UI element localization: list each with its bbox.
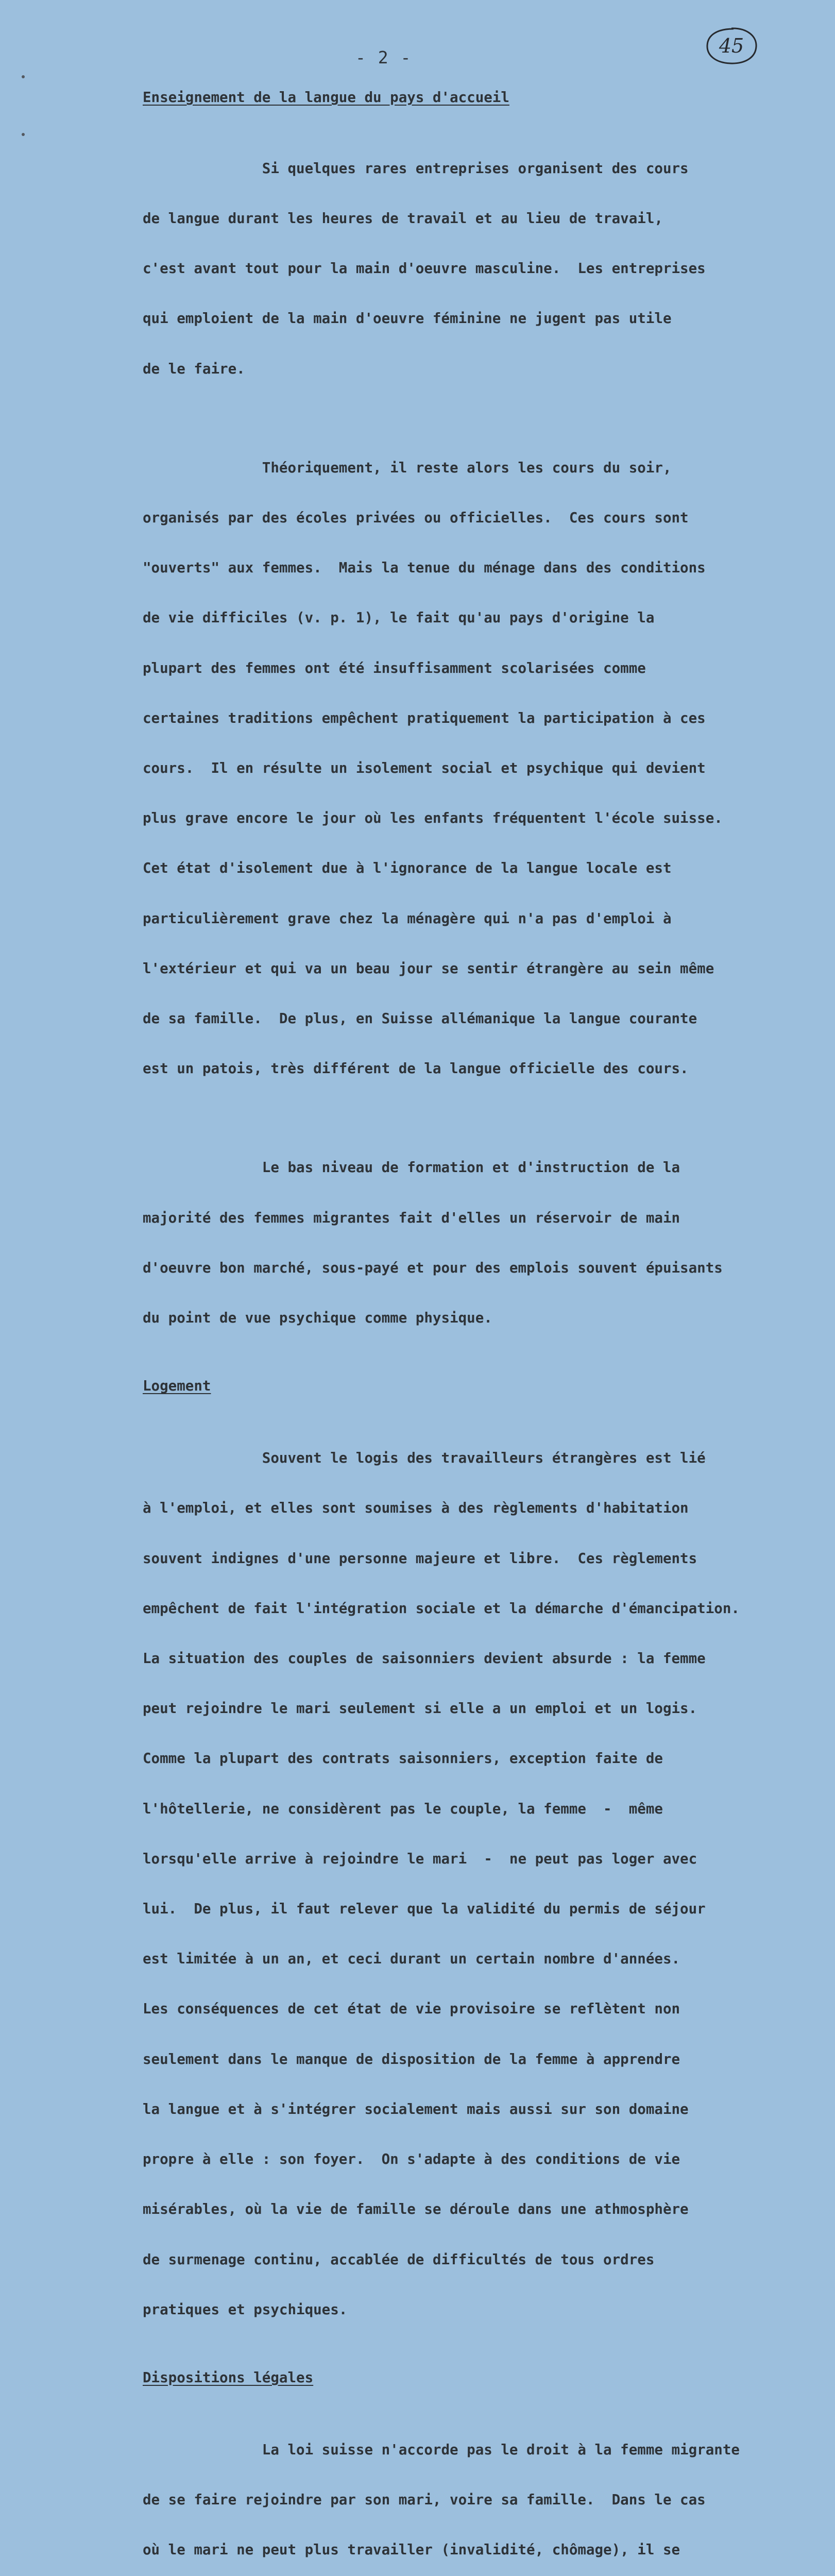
- text-line: seulement dans le manque de disposition de la femme à apprendre: [143, 2050, 680, 2067]
- folio-number: 45: [719, 35, 744, 57]
- text-line: peut rejoindre le mari seulement si elle a un emploi et un logis.: [143, 1700, 697, 1717]
- paragraph: [143, 127, 787, 411]
- section-heading-dispositions: Dispositions légales: [143, 2369, 314, 2386]
- text-line: est un patois, très différent de la langue officielle des cours.: [143, 1060, 689, 1077]
- text-line: lui. De plus, il faut relever que la validité du permis de séjour: [143, 1901, 706, 1918]
- text-line: Le bas niveau de formation et d'instruction de la: [143, 1159, 680, 1176]
- text-line: du point de vue psychique comme physique.: [143, 1310, 492, 1327]
- text-line: misérables, où la vie de famille se déroule dans une athmosphère: [143, 2201, 689, 2218]
- text-line: Souvent le logis des travailleurs étrangères est lié: [143, 1450, 706, 1467]
- text-line: cours. Il en résulte un isolement social et psychique qui devient: [143, 760, 706, 777]
- text-line: empêchent de fait l'intégration sociale et la démarche d'émancipation.: [143, 1600, 740, 1617]
- text-line: plupart des femmes ont été insuffisamment scolarisées comme: [143, 659, 646, 676]
- text-line: de vie difficiles (v. p. 1), le fait qu'au pays d'origine la: [143, 609, 655, 626]
- text-line: de le faire.: [143, 360, 245, 377]
- text-line: particulièrement grave chez la ménagère qui n'a pas d'emploi à: [143, 910, 672, 927]
- text-line: de sa famille. De plus, en Suisse allémanique la langue courante: [143, 1010, 697, 1027]
- text-line: la langue et à s'intégrer socialement mais aussi sur son domaine: [143, 2100, 689, 2117]
- text-line: majorité des femmes migrantes fait d'elles un réservoir de main: [143, 1209, 680, 1226]
- text-line: à l'emploi, et elles sont soumises à des règlements d'habitation: [143, 1500, 689, 1517]
- text-line: La situation des couples de saisonniers devient absurde : la femme: [143, 1650, 706, 1667]
- paragraph: [143, 1416, 787, 2351]
- text-line: organisés par des écoles privées ou officielles. Ces cours sont: [143, 509, 689, 526]
- text-line: Comme la plupart des contrats saisonniers, exception faite de: [143, 1750, 663, 1767]
- paragraph: [143, 2408, 787, 2576]
- text-line: certaines traditions empêchent pratiquement la participation à ces: [143, 709, 706, 726]
- text-line: est limitée à un an, et ceci durant un certain nombre d'années.: [143, 1951, 680, 1968]
- document-body: [143, 89, 787, 2576]
- text-line: de surmenage continu, accablée de difficultés de tous ordres: [143, 2251, 655, 2268]
- text-line: où le mari ne peut plus travailler (invalidité, chômage), il se: [143, 2541, 680, 2558]
- paper-speck: [22, 75, 25, 78]
- text-line: l'extérieur et qui va un beau jour se sentir étrangère au sein même: [143, 960, 714, 977]
- text-line: propre à elle : son foyer. On s'adapte à des conditions de vie: [143, 2151, 680, 2168]
- section-heading-enseignement: Enseignement de la langue du pays d'accueil: [143, 89, 509, 106]
- text-line: l'hôtellerie, ne considèrent pas le couple, la femme - même: [143, 1800, 663, 1817]
- text-line: de se faire rejoindre par son mari, voire sa famille. Dans le cas: [143, 2492, 706, 2509]
- paragraph: [143, 426, 787, 1111]
- text-line: Si quelques rares entreprises organisent des cours: [143, 160, 689, 177]
- text-line: pratiques et psychiques.: [143, 2301, 348, 2318]
- text-line: plus grave encore le jour où les enfants fréquentent l'école suisse.: [143, 810, 723, 827]
- text-line: "ouverts" aux femmes. Mais la tenue du ménage dans des conditions: [143, 560, 706, 577]
- text-line: Cet état d'isolement due à l'ignorance de la langue locale est: [143, 860, 672, 877]
- text-line: La loi suisse n'accorde pas le droit à la femme migrante: [143, 2441, 740, 2458]
- text-line: lorsqu'elle arrive à rejoindre le mari - ne peut pas loger avec: [143, 1850, 697, 1867]
- paper-speck: [22, 133, 25, 136]
- text-line: Théoriquement, il reste alors les cours du soir,: [143, 459, 672, 476]
- page-number: - 2 -: [355, 47, 412, 67]
- text-line: d'oeuvre bon marché, sous-payé et pour des emplois souvent épuisants: [143, 1259, 723, 1276]
- section-heading-logement: Logement: [143, 1378, 211, 1395]
- folio-mark: [705, 26, 758, 66]
- text-line: qui emploient de la main d'oeuvre féminine ne jugent pas utile: [143, 310, 672, 327]
- text-line: Les conséquences de cet état de vie provisoire se reflètent non: [143, 2001, 680, 2018]
- text-line: souvent indignes d'une personne majeure et libre. Ces règlements: [143, 1550, 697, 1567]
- text-line: de langue durant les heures de travail et au lieu de travail,: [143, 210, 663, 227]
- text-line: c'est avant tout pour la main d'oeuvre masculine. Les entreprises: [143, 260, 706, 277]
- paragraph: [143, 1126, 787, 1360]
